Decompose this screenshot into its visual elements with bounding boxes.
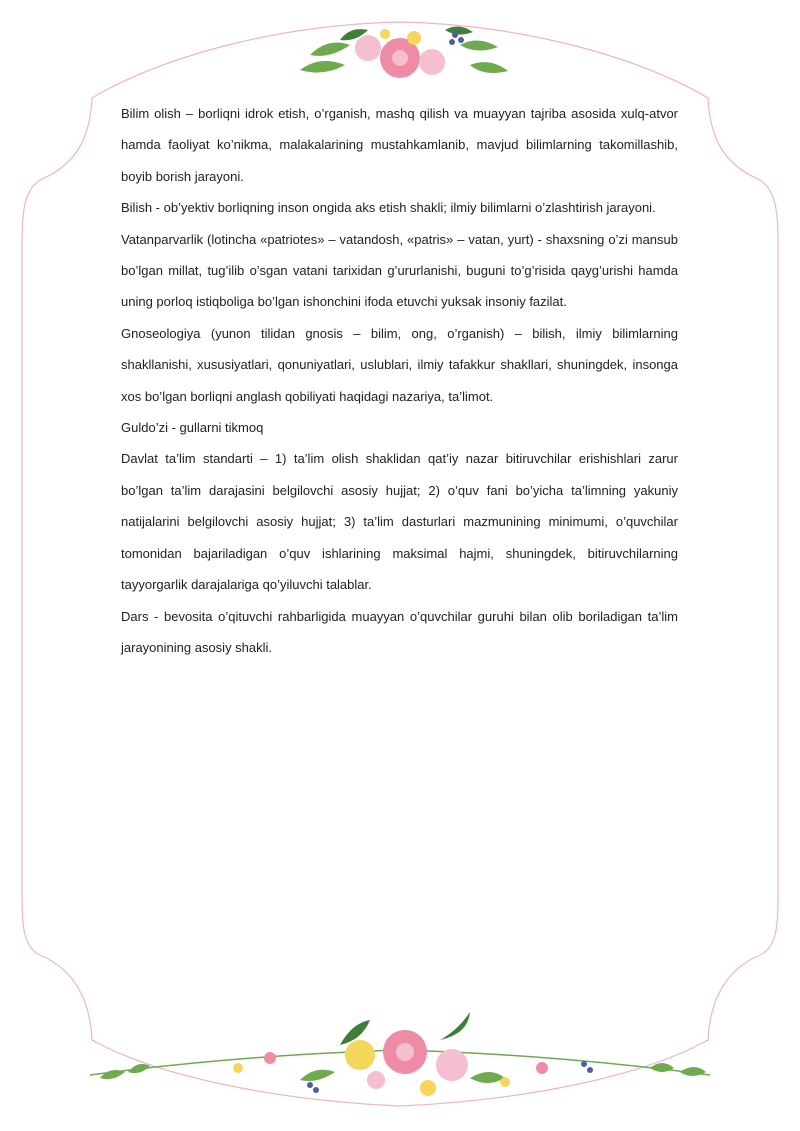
paragraph-bilim-olish: Bilim olish – borliqni idrok etish, o’rganish, mashq qilish va muayyan tajriba asosida xulq-atvor hamda faoliyat ko’nikma, malakalarining mustahkamlanib, mavjud bilimlarning takomillashib, boyib borish jarayoni. <box>121 106 678 184</box>
paragraph-bilish: Bilish - ob’yektiv borliqning inson ongida aks etish shakli; ilmiy bilimlarni o’zlashtirish jarayoni. <box>121 200 656 216</box>
bottom-flower-decoration <box>90 1012 710 1096</box>
paragraph-vatanparvarlik: Vatanparvarlik (lotincha «patriotes» – vatandosh, «patris» – vatan, yurt) - shaxsning o’zi mansub bo’lgan millat, tug’ilib o’sgan vatani tarixidan g’ururlanishi, buguni to’g’risida qayg’urishi hamda uning porloq istiqboliga bo’lgan ishonchini ifoda etuvchi yuksak insoniy fazilat. <box>121 231 678 310</box>
paragraph-dars: Dars - bevosita o’qituvchi rahbarligida muayyan o’quvchilar guruhi bilan olib boriladigan ta’lim jarayonining asosiy shakli. <box>121 608 678 655</box>
paragraph-gnoseologiya: Gnoseologiya (yunon tilidan gnosis – bilim, ong, o’rganish) – bilish, ilmiy bilimlarning shakllanishi, xususiyatlari, qonuniyatlari, uslublari, ilmiy tafakkur shakllari, shuningdek, insonga xos bo’lgan borliqni anglash qobiliyati haqidagi nazariya, ta’limot. <box>121 325 678 404</box>
document-body <box>121 98 678 663</box>
paragraph-davlat-talim-standarti: Davlat ta’lim standarti – 1) ta’lim olish shaklidan qat’iy nazar bitiruvchilar erishishlari zarur bo’lgan ta’lim darajasini belgilovchi asosiy hujjat; 2) o’quv fani bo’yicha ta’limning yakuniy natijalarini belgilovchi asosiy hujjat; 3) ta’lim dasturlari mazmunining minimumi, o’quvchilar tomonidan bajariladigan o’quv ishlarining maksimal hajmi, shuningdek, bitiruvchilarning tayyorgarlik darajalariga qo’yiluvchi talablar. <box>121 451 678 593</box>
paragraph-guldozi: Guldo’zi - gullarni tikmoq <box>121 420 264 436</box>
top-flower-decoration <box>300 26 508 78</box>
